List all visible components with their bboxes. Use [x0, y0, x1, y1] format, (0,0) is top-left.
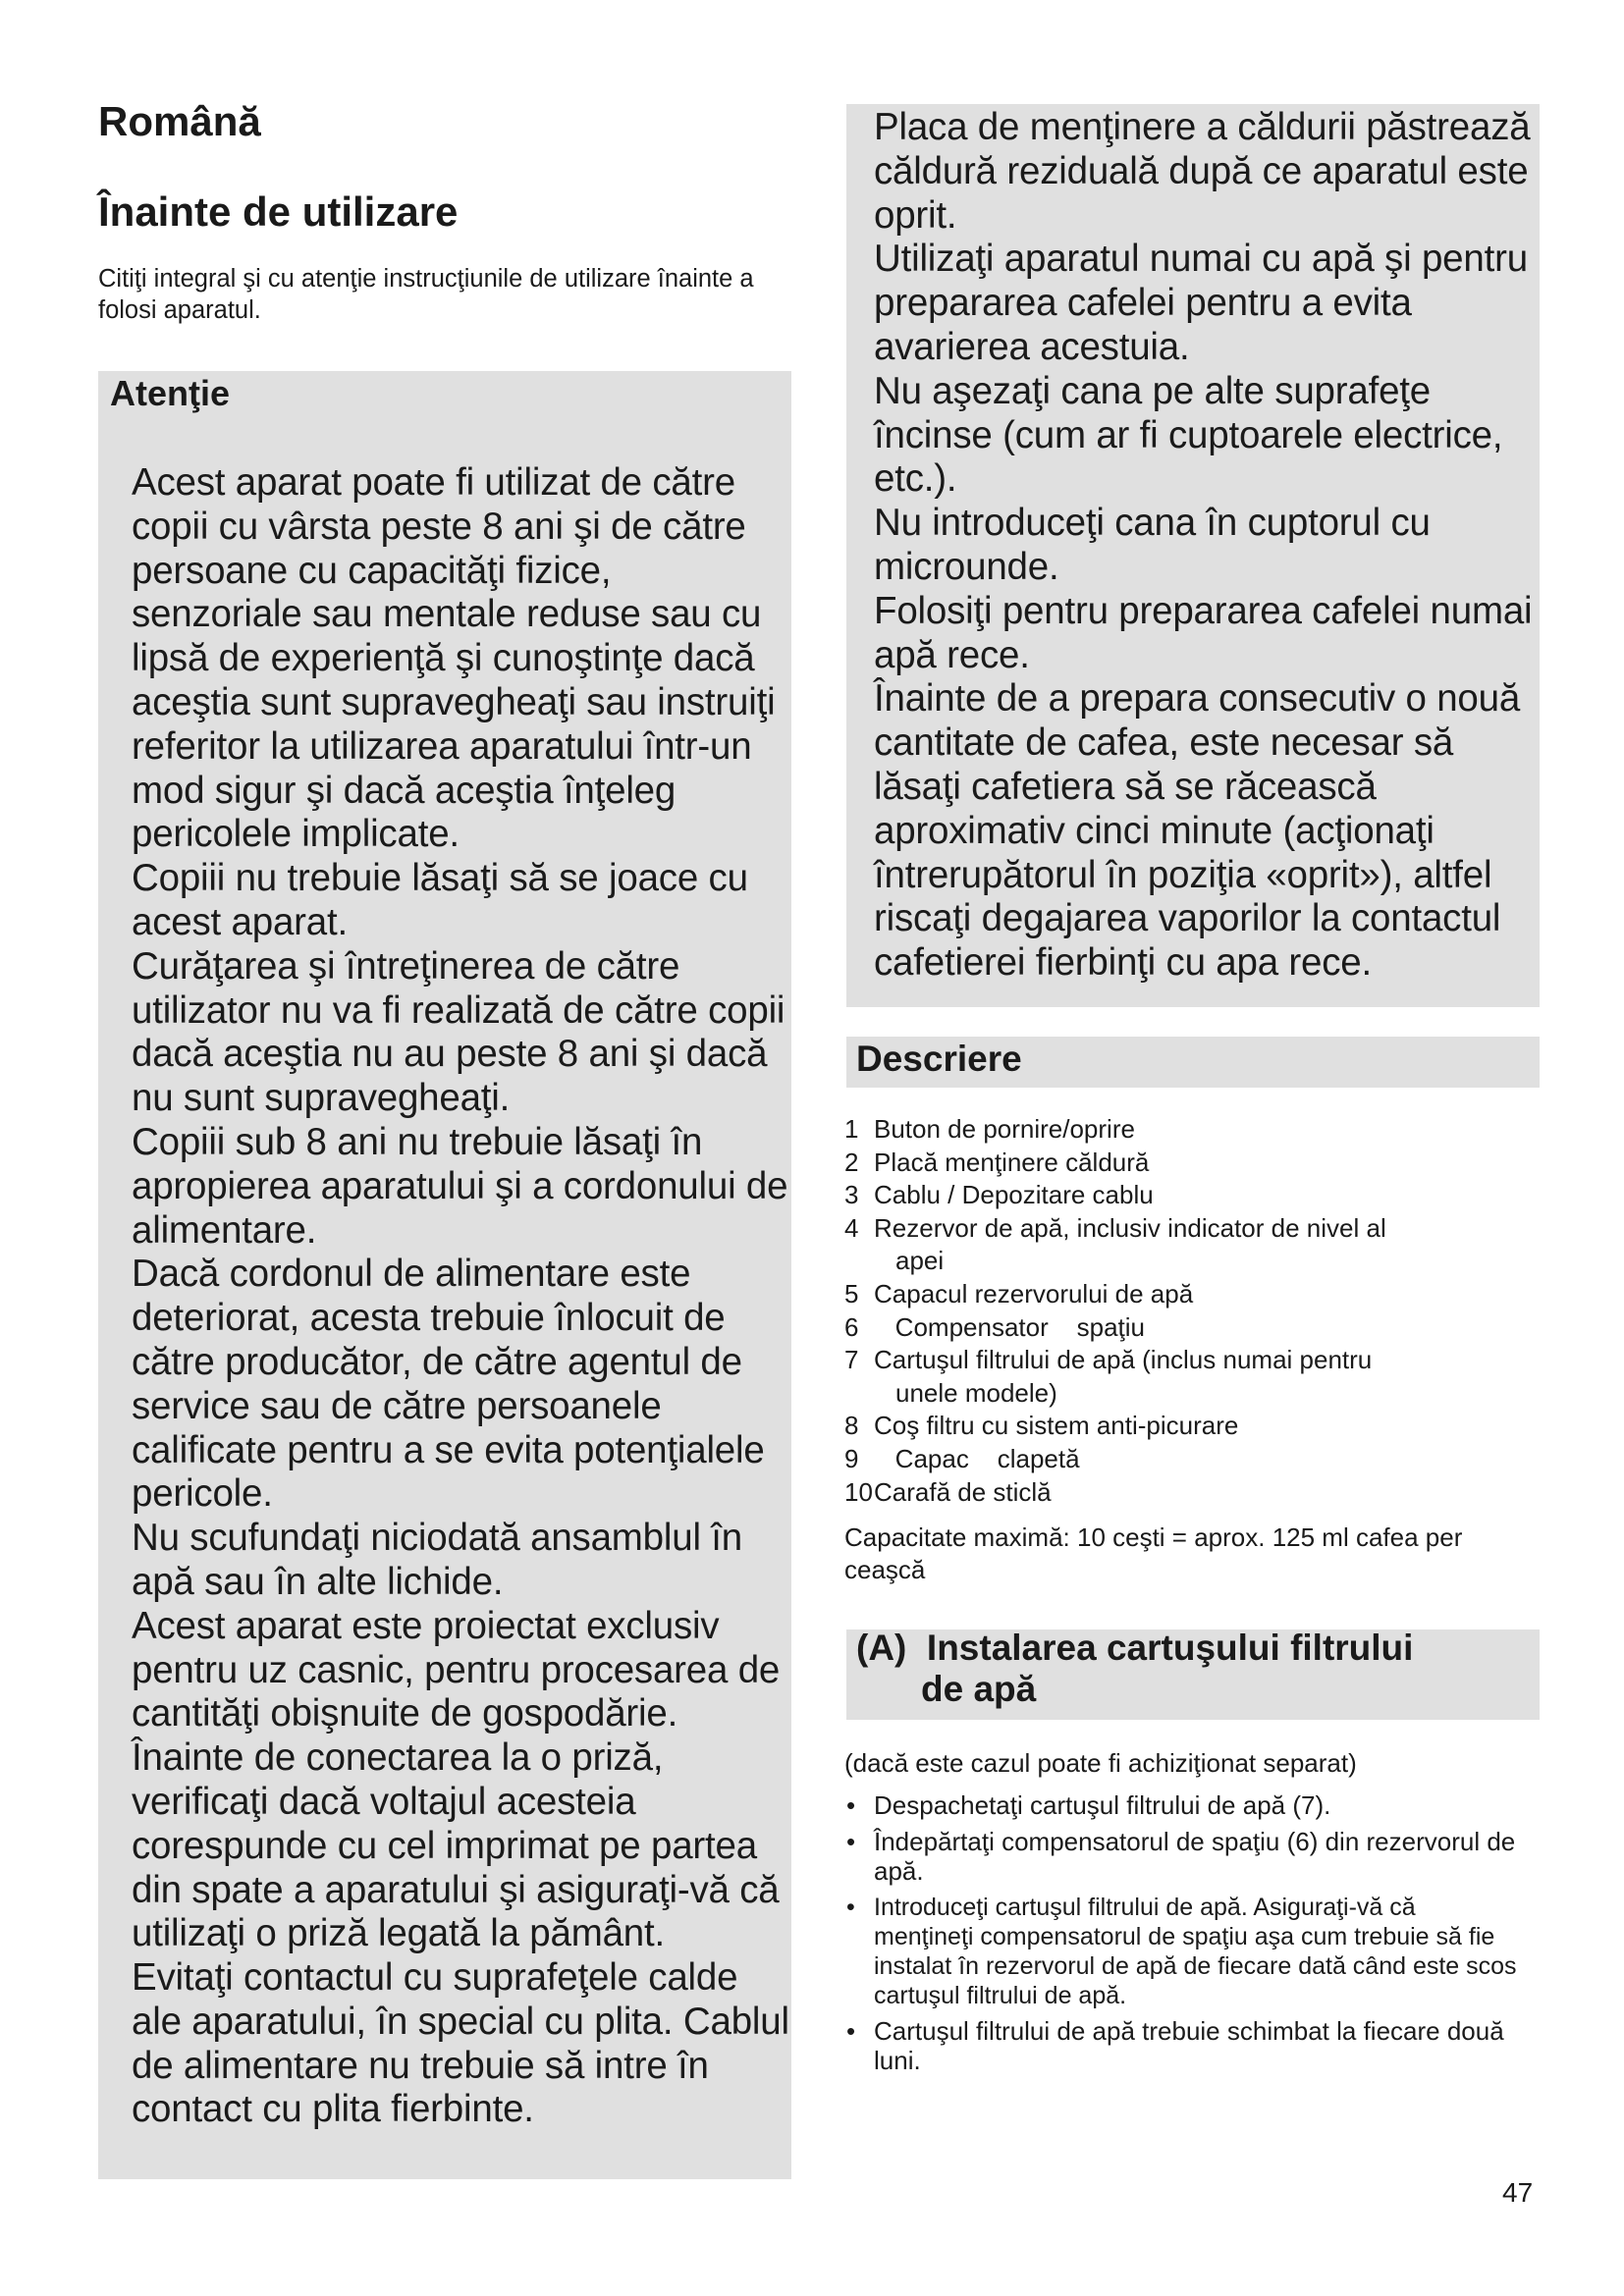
list-item: 9 Capac clapetă [844, 1443, 1080, 1473]
list-item-continuation: apei [895, 1246, 945, 1276]
bullet-icon: • [846, 2015, 856, 2046]
warning-paragraph: Nu aşezaţi cana pe alte suprafeţe încinse (cum ar fi cuptoarele electrice, etc.). [874, 369, 1503, 501]
warning-paragraph: Evitaţi contactul cu suprafeţele calde ale aparatului, în special cu plita. Cablul de alimentare nu trebuie să intre în contact cu plita fierbinte. [132, 1956, 789, 2131]
language-heading: Română [98, 98, 261, 144]
list-item: 5 Capacul rezervorului de apă [844, 1278, 1194, 1308]
section-a-note: (dacă este cazul poate fi achiziţionat separat) [844, 1748, 1357, 1778]
list-item: 2 Placă menţinere căldură [844, 1147, 1150, 1177]
list-item: 6 Compensator spaţiu [844, 1311, 1146, 1342]
warning-paragraph: Placa de menţinere a căldurii păstrează căldură reziduală după ce aparatul este oprit. [874, 106, 1531, 237]
page-number: 47 [1502, 2177, 1534, 2208]
warning-title: Atenţie [110, 373, 231, 413]
section-a-bullets [844, 1790, 1522, 2082]
warning-paragraph: Folosiţi pentru prepararea cafelei numai apă rece. [874, 589, 1533, 676]
list-item-continuation: unele modele) [895, 1377, 1057, 1408]
list-item: 1 Buton de pornire/oprire [844, 1114, 1135, 1144]
warning-paragraph: Acest aparat poate fi utilizat de către copii cu vârsta peste 8 ani şi de către persoane cu capacităţi fizice, senzoriale sau mentale reduse sau cu lipsă de experienţă şi cunoştinţe dacă aceştia sunt supravegheaţi sau instruiţi referitor la utilizarea aparatului într-un mod sigur şi dacă aceştia înţeleg pericolele implicate. [132, 461, 776, 856]
intro-text: Citiţi integral şi cu atenţie instrucţiunile de utilizare înainte a folosi aparatul. [98, 265, 754, 324]
warning-text-continued [874, 106, 1538, 986]
parts-list [844, 1113, 1532, 1509]
bullet-icon: • [846, 1826, 856, 1856]
bullet-icon: • [846, 1893, 855, 1921]
list-item: 4 Rezervor de apă, inclusiv indicator de nivel al [844, 1212, 1386, 1243]
warning-paragraph: Copiii nu trebuie lăsaţi să se joace cu acest aparat. [132, 857, 748, 943]
warning-paragraph: Dacă cordonul de alimentare este deteriorat, acesta trebuie înlocuit de către producător, de către agentul de service sau de către persoanele calificate pentru a se evita potenţialele pericole. [132, 1253, 765, 1516]
list-item: 8 Coş filtru cu sistem anti-picurare [844, 1411, 1239, 1441]
warning-paragraph: Copiii sub 8 ani nu trebuie lăsaţi în apropierea aparatului şi a cordonului de alimentare. [132, 1120, 788, 1252]
list-item: • Cartuşul filtrului de apă trebuie schimbat la fiecare două luni. [846, 2015, 1504, 2075]
list-item: • Introduceţi cartuşul filtrului de apă. Asiguraţi-vă că menţineţi compensatorul de spaţiu aşa cum trebuie să fie instalat în rezervorul de apă de fiecare dată când este scos cartuşul filtrului de apă. [846, 1893, 1517, 2009]
list-item: 7 Cartuşul filtrului de apă (inclus numai pentru [844, 1345, 1373, 1375]
warning-paragraph: Curăţarea şi întreţinerea de către utilizator nu va fi realizată de către copii dacă aceştia nu au peste 8 ani şi dacă nu sunt supravegheaţi. [132, 944, 785, 1120]
bullet-icon: • [846, 1790, 856, 1820]
list-item: 10 Carafă de sticlă [844, 1476, 1052, 1507]
warning-paragraph: Acest aparat este proiectat exclusiv pentru uz casnic, pentru procesarea de cantităţi obişnuite de gospodărie. [132, 1604, 781, 1735]
list-item: 3 Cablu / Depozitare cablu [844, 1180, 1154, 1210]
capacity-text: Capacitate maximă: 10 ceşti = aprox. 125 ml cafea per ceaşcă [844, 1522, 1463, 1584]
warning-paragraph: Înainte de conectarea la o priză, verificaţi dacă voltajul acesteia corespunde cu cel imprimat pe partea din spate a aparatului şi asiguraţi-vă că utilizaţi o priză legată la pământ. [132, 1736, 780, 1955]
warning-paragraph: Utilizaţi aparatul numai cu apă şi pentru prepararea cafelei pentru a evita avarierea acestuia. [874, 238, 1528, 368]
description-title: Descriere [856, 1039, 1022, 1079]
list-item: • Despachetaţi cartuşul filtrului de apă (7). [846, 1790, 1331, 1820]
warning-paragraph: Nu introduceţi cana în cuptorul cu microunde. [874, 502, 1431, 588]
section-heading-before-use: Înainte de utilizare [98, 188, 459, 235]
section-a-title: (A) Instalarea cartuşului filtrului de apă [856, 1628, 1414, 1709]
warning-paragraph: Înainte de a prepara consecutiv o nouă cantitate de cafea, este necesar să lăsaţi cafetiera să se răcească aproximativ cinci minute (acţionaţi întrerupătorul în poziţia «oprit»), altfel riscaţi degajarea vaporilor la contactul cafetierei fierbinţi cu apa rece. [874, 677, 1521, 985]
warning-paragraph: Nu scufundaţi niciodată ansamblul în apă sau în alte lichide. [132, 1517, 743, 1603]
list-item: • Îndepărtaţi compensatorul de spaţiu (6) din rezervorul de apă. [846, 1826, 1516, 1886]
warning-text [132, 461, 789, 2132]
